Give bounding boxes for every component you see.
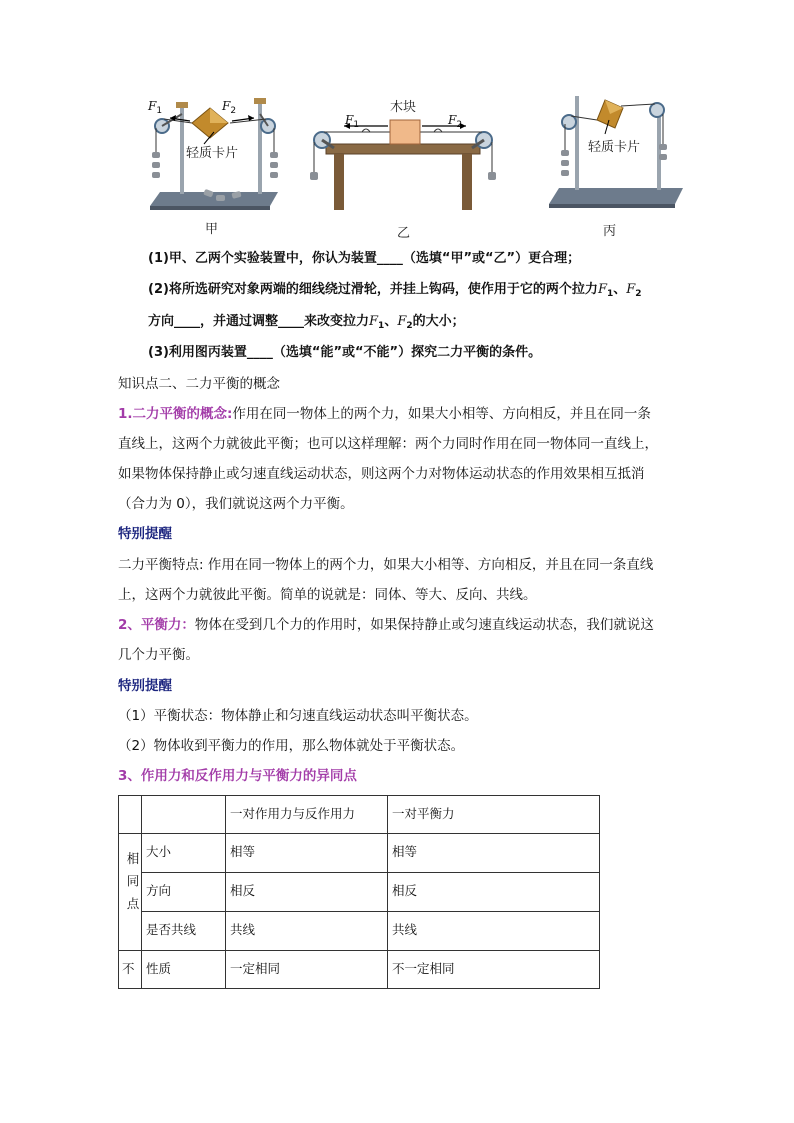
question-2-line-1: (2)将所选研究对象两端的细线绕过滑轮，并挂上钩码，使作用于它的两个拉力$F_1$、$F_2$ [148, 282, 642, 299]
table-header-cell: 一对作用力与反作用力 [226, 796, 388, 834]
row-name: 大小 [142, 834, 226, 873]
tip-heading-1: 特别提醒 [118, 526, 172, 542]
tip1-line-1: 二力平衡特点: 作用在同一物体上的两个力，如果大小相等、方向相反，并且在同一条直线 [118, 557, 654, 573]
row-name: 方向 [142, 873, 226, 912]
question-1: (1)甲、乙两个实验装置中，你认为装置____（选填“甲”或“乙”）更合理； [148, 251, 581, 266]
jia-f2-label: $F_2$ [222, 99, 237, 116]
table-row [119, 873, 600, 912]
row-value-b: 不一定相同 [388, 951, 600, 989]
row-value-b: 共线 [388, 912, 600, 951]
table-header-cell [142, 796, 226, 834]
balance-force-line-1: 2、平衡力：物体在受到几个力的作用时，如果保持静止或匀速直线运动状态，我们就说这 [118, 617, 654, 633]
row-name: 是否共线 [142, 912, 226, 951]
comparison-table [118, 795, 600, 989]
table-row [119, 912, 600, 951]
comparison-heading: 3、作用力和反作用力与平衡力的异同点 [118, 768, 357, 784]
row-value-a: 相反 [226, 873, 388, 912]
row-value-a: 一定相同 [226, 951, 388, 989]
concept-line-4: （合力为 0），我们就说这两个力平衡。 [118, 496, 354, 512]
row-value-a: 共线 [226, 912, 388, 951]
group-same-label: 相同点 [119, 834, 142, 951]
jia-card-label: 轻质卡片 [186, 146, 239, 161]
yi-f2-label: $F_2$ [448, 113, 463, 130]
table-row [119, 951, 600, 989]
balance-force-line-2: 几个力平衡。 [118, 647, 199, 663]
tip-heading-2: 特别提醒 [118, 678, 172, 694]
concept-line-3: 如果物体保持静止或匀速直线运动状态，则这两个力对物体运动状态的作用效果相互抵消 [118, 466, 645, 482]
yi-f1-label: $F_1$ [345, 113, 360, 130]
tip2-line-2: （2）物体收到平衡力的作用，那么物体就处于平衡状态。 [118, 738, 465, 754]
jia-f1-label: $F_1$ [148, 99, 163, 116]
question-3: (3)利用图丙装置____（选填“能”或“不能”）探究二力平衡的条件。 [148, 345, 542, 360]
question-2-line-2: 方向____，并通过调整____来改变拉力$F_1$、$F_2$的大小； [148, 314, 465, 331]
group-diff-label: 不 [119, 951, 142, 989]
row-value-b: 相反 [388, 873, 600, 912]
table-header-cell: 一对平衡力 [388, 796, 600, 834]
table-row [119, 834, 600, 873]
row-name: 性质 [142, 951, 226, 989]
yi-block-label: 木块 [390, 100, 417, 115]
concept-line-2: 直线上，这两个力就彼此平衡；也可以这样理解：两个力同时作用在同一物体同一直线上， [118, 436, 658, 452]
row-value-b: 相等 [388, 834, 600, 873]
concept-line-1: 1.二力平衡的概念:作用在同一物体上的两个力，如果大小相等、方向相反，并且在同一条 [118, 406, 651, 422]
tip1-line-2: 上，这两个力就彼此平衡。简单的说就是：同体、等大、反向、共线。 [118, 587, 537, 603]
bing-card-label: 轻质卡片 [588, 140, 641, 155]
row-value-a: 相等 [226, 834, 388, 873]
section-heading: 知识点二、二力平衡的概念 [118, 376, 280, 392]
table-header-cell [119, 796, 142, 834]
jia-caption: 甲 [205, 222, 219, 237]
bing-caption: 丙 [603, 224, 617, 239]
yi-caption: 乙 [397, 226, 411, 241]
tip2-line-1: （1）平衡状态：物体静止和匀速直线运动状态叫平衡状态。 [118, 708, 478, 724]
table-header-row [119, 796, 600, 834]
